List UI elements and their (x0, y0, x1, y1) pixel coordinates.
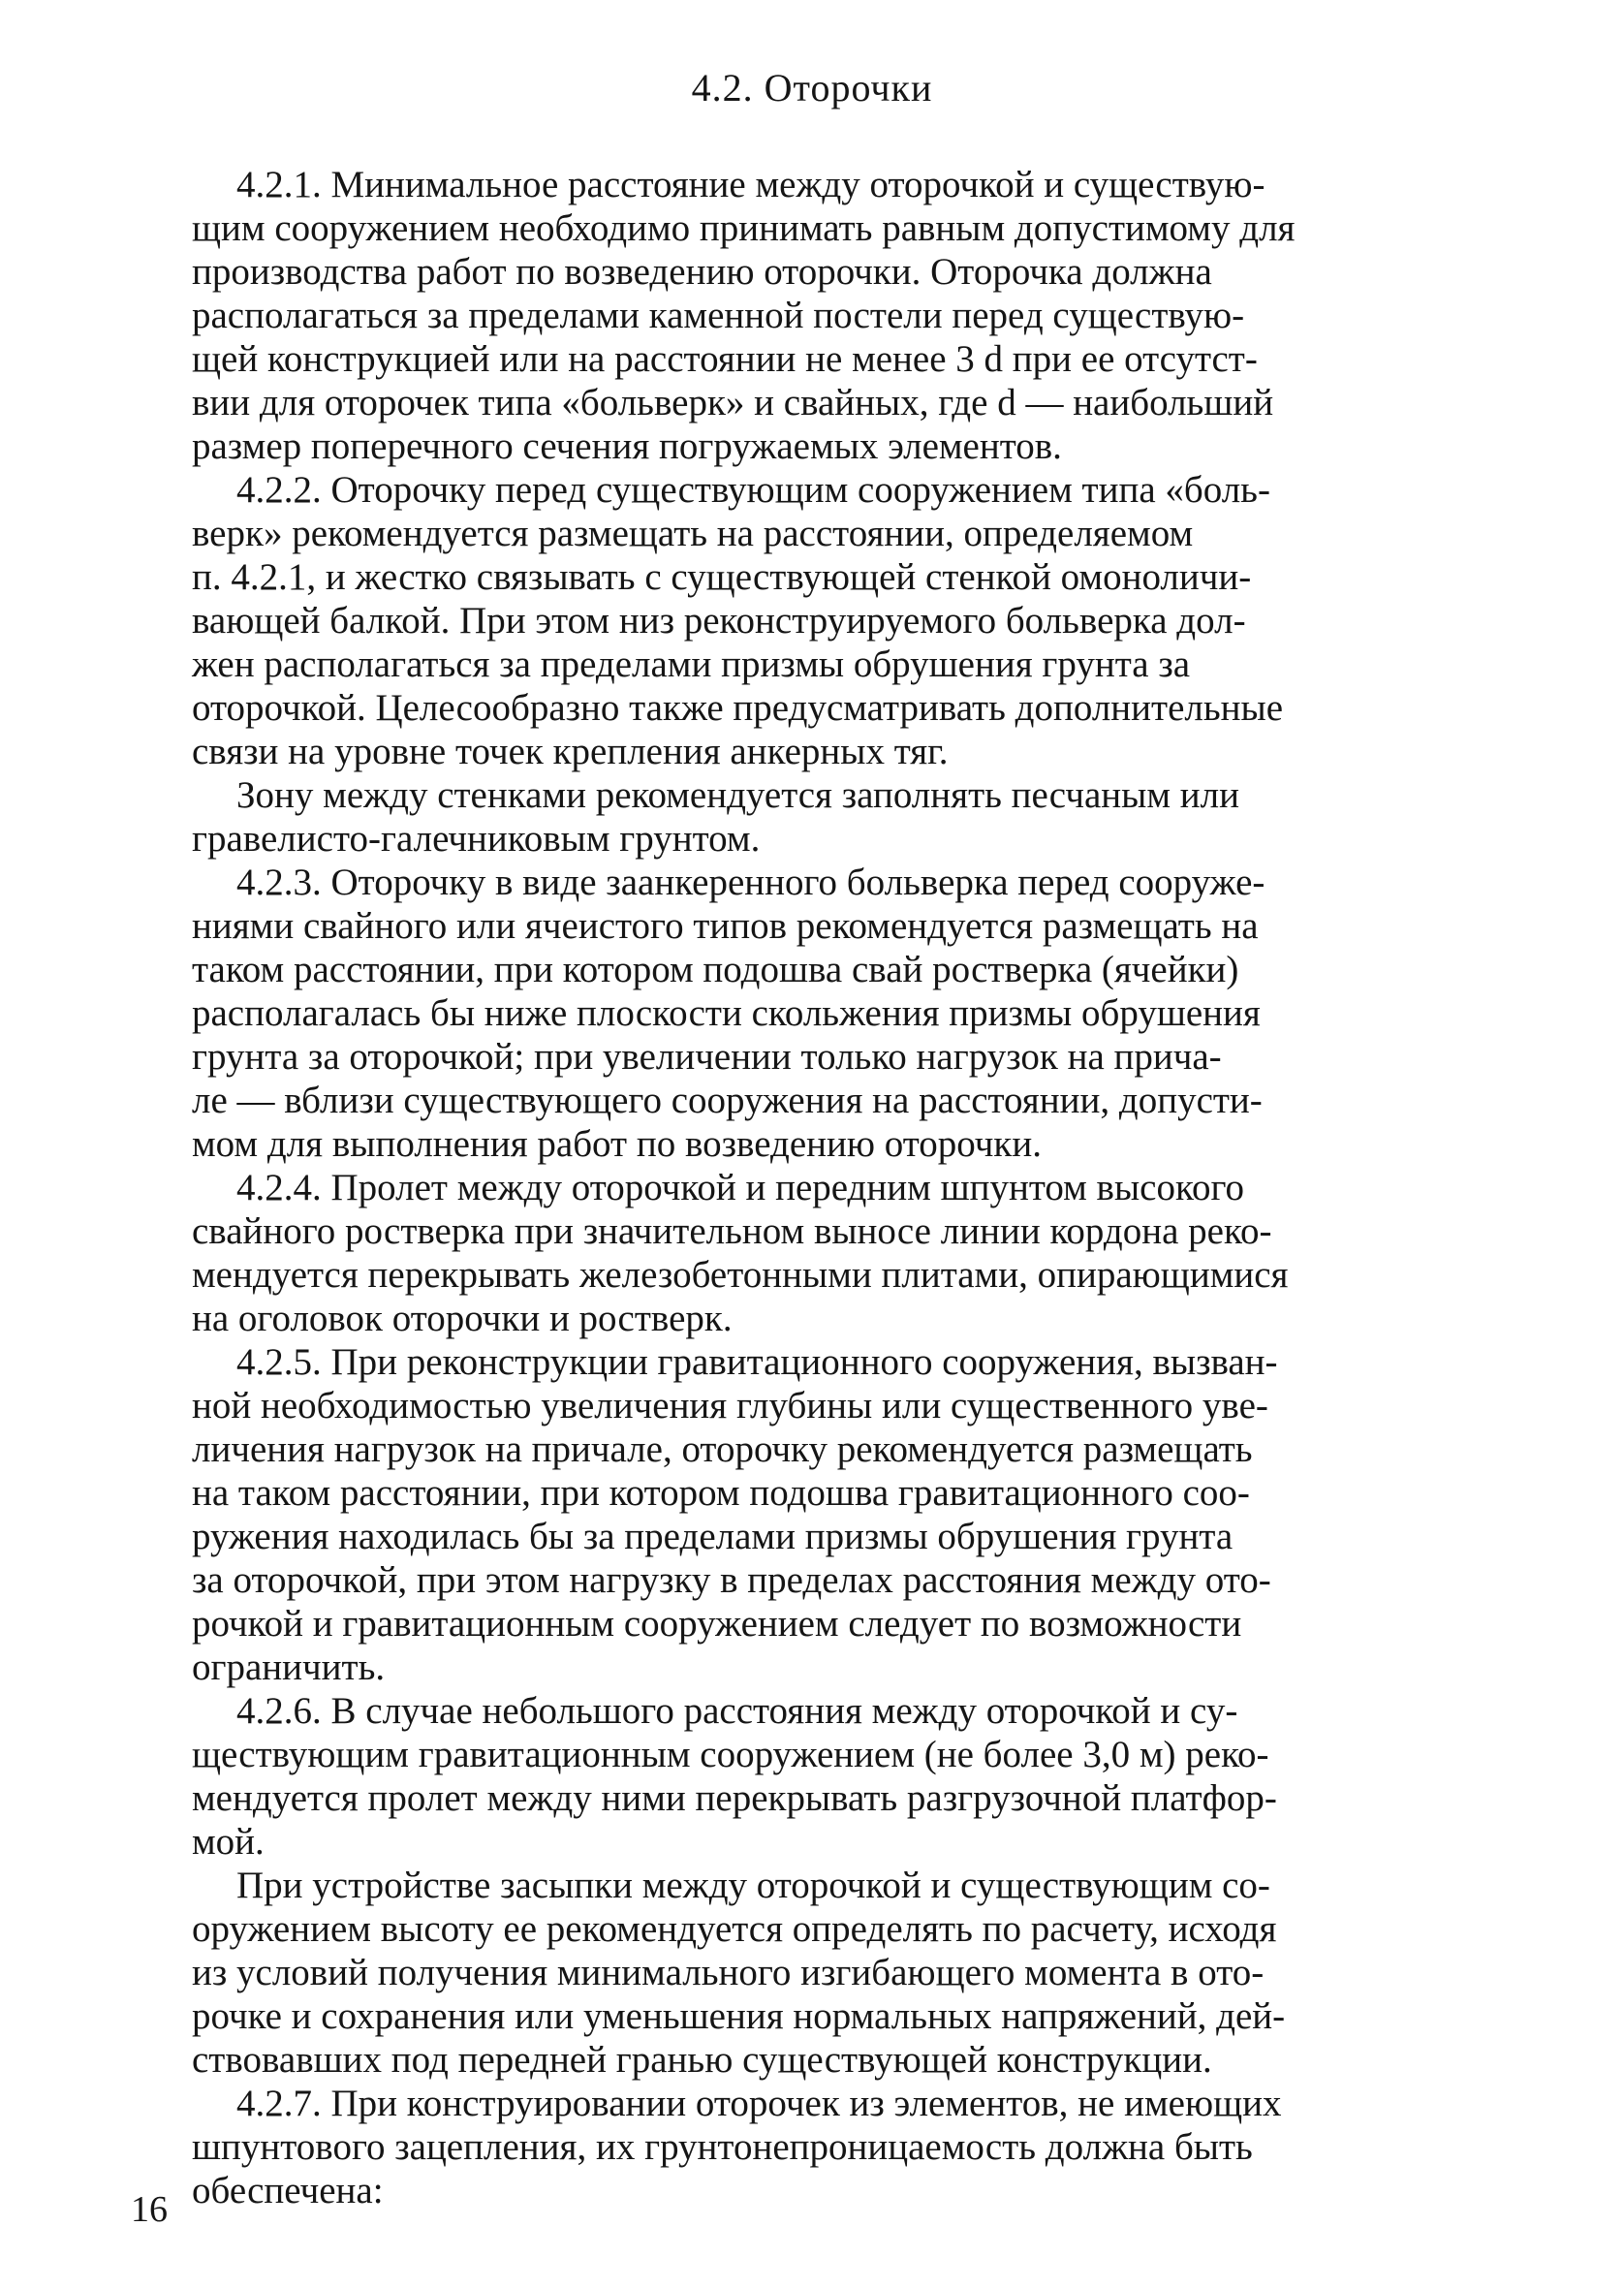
text-line: ной необходимостью увеличения глубины или существенного уве- (192, 1385, 1268, 1427)
text-line: 4.2.1. Минимальное расстояние между оторочкой и существую- (236, 164, 1265, 205)
text-line: мой. (192, 1821, 265, 1863)
text-line: ружения находилась бы за пределами призмы обрушения грунта (192, 1516, 1234, 1557)
text-line: п. 4.2.1, и жестко связывать с существующей стенкой омоноличи- (192, 556, 1252, 598)
text-line: производства работ по возведению оторочки. Оторочка должна (192, 251, 1212, 293)
text-line: грунта за оторочкой; при увеличении только нагрузок на прича- (192, 1036, 1222, 1078)
text-line: связи на уровне точек крепления анкерных тяг. (192, 731, 949, 772)
text-line: 4.2.4. Пролет между оторочкой и передним шпунтом высокого (236, 1167, 1244, 1208)
text-line: мендуется пролет между ними перекрывать разгрузочной платфор- (192, 1777, 1277, 1819)
document-body (192, 163, 1498, 2212)
text-line: 4.2.3. Оторочку в виде заанкеренного больверка перед сооруже- (236, 862, 1265, 903)
text-line: обеспечена: (192, 2170, 384, 2211)
text-line: размер поперечного сечения погружаемых элементов. (192, 425, 1062, 467)
paragraph-4-2-1 (192, 163, 1498, 468)
text-line: таком расстоянии, при котором подошва свай ростверка (ячейки) (192, 949, 1239, 990)
text-line: оружением высоту ее рекомендуется определять по расчету, исходя (192, 1908, 1277, 1950)
text-line: При устройстве засыпки между оторочкой и существующим со- (236, 1865, 1270, 1906)
text-line: личения нагрузок на причале, оторочку рекомендуется размещать (192, 1428, 1253, 1470)
text-line: 4.2.5. При реконструкции гравитационного сооружения, вызван- (236, 1341, 1278, 1383)
paragraph-4-2-7 (192, 2082, 1498, 2212)
text-line: ле — вблизи существующего сооружения на расстоянии, допусти- (192, 1080, 1263, 1121)
text-line: шпунтового зацепления, их грунтонепроницаемость должна быть (192, 2126, 1253, 2168)
text-line: свайного ростверка при значительном выносе линии кордона реко- (192, 1210, 1272, 1252)
text-line: ствовавших под передней гранью существующей конструкции. (192, 2039, 1212, 2081)
text-line: Зону между стенками рекомендуется заполнять песчаным или (236, 774, 1239, 816)
section-title: 4.2. Оторочки (691, 66, 933, 110)
text-line: ниями свайного или ячеистого типов рекомендуется размещать на (192, 905, 1259, 947)
text-line: ществующим гравитационным сооружением (не более 3,0 м) реко- (192, 1734, 1269, 1775)
text-line: на таком расстоянии, при котором подошва гравитационного соо- (192, 1472, 1250, 1514)
text-line: вающей балкой. При этом низ реконструируемого больверка дол- (192, 600, 1246, 642)
paragraph-backfill (192, 1864, 1498, 2082)
text-line: 4.2.6. В случае небольшого расстояния между оторочкой и су- (236, 1690, 1238, 1732)
text-line: щей конструкцией или на расстоянии не менее 3 d при ее отсутст- (192, 338, 1258, 380)
text-line: на оголовок оторочки и ростверк. (192, 1298, 733, 1339)
text-line: мом для выполнения работ по возведению оторочки. (192, 1123, 1042, 1165)
text-line: рочке и сохранения или уменьшения нормальных напряжений, дей- (192, 1995, 1286, 2037)
text-line: располагалась бы ниже плоскости скольжения призмы обрушения (192, 992, 1261, 1034)
text-line: рочкой и гравитационным сооружением следует по возможности (192, 1603, 1242, 1645)
text-line: щим сооружением необходимо принимать равным допустимому для (192, 207, 1296, 249)
text-line: вии для оторочек типа «больверк» и свайных, где d — наибольший (192, 382, 1274, 423)
text-line: мендуется перекрывать железобетонными плитами, опирающимися (192, 1254, 1289, 1296)
text-line: за оторочкой, при этом нагрузку в пределах расстояния между ото- (192, 1559, 1271, 1601)
text-line: оторочкой. Целесообразно также предусматривать дополнительные (192, 687, 1284, 729)
text-line: гравелисто-галечниковым грунтом. (192, 818, 761, 860)
page-number: 16 (131, 2189, 168, 2230)
paragraph-4-2-4 (192, 1166, 1498, 1340)
paragraph-4-2-5 (192, 1340, 1498, 1689)
text-line: ограничить. (192, 1646, 386, 1688)
paragraph-4-2-3 (192, 861, 1498, 1166)
text-line: располагаться за пределами каменной постели перед существую- (192, 295, 1245, 336)
text-line: верк» рекомендуется размещать на расстоянии, определяемом (192, 513, 1194, 554)
paragraph-4-2-6 (192, 1689, 1498, 1864)
text-line: 4.2.7. При конструировании оторочек из элементов, не имеющих (236, 2083, 1282, 2124)
paragraph-4-2-2 (192, 468, 1498, 773)
text-line: 4.2.2. Оторочку перед существующим сооружением типа «боль- (236, 469, 1270, 511)
text-line: из условий получения минимального изгибающего момента в ото- (192, 1952, 1265, 1993)
text-line: жен располагаться за пределами призмы обрушения грунта за (192, 643, 1191, 685)
paragraph-zone-fill (192, 773, 1498, 861)
